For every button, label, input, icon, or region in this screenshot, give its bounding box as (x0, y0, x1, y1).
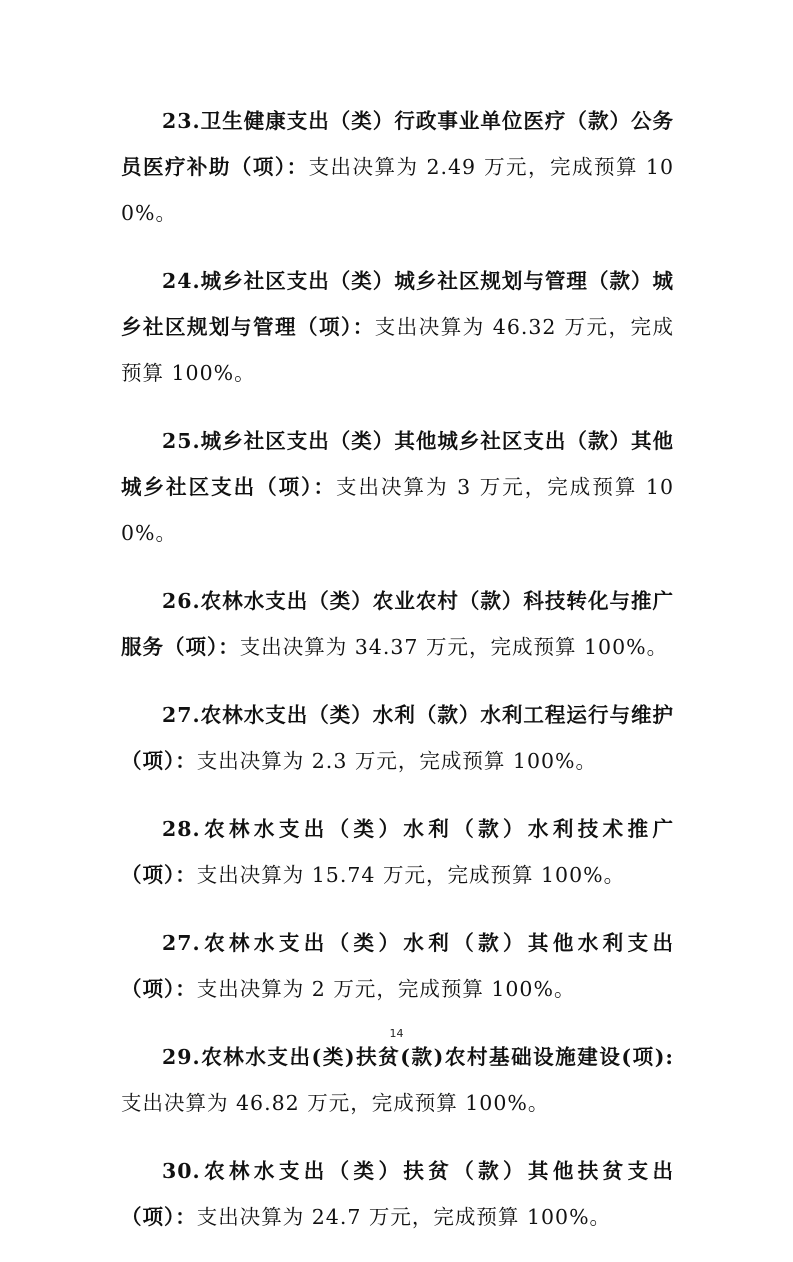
item-heading: 23.卫生健康支出（类）行政事业单位医疗（款）公务员医疗补助（项）： (121, 109, 674, 179)
expenditure-item (121, 806, 674, 898)
item-text: 支出决算为 46.32 万元，完成预算 100%。 (121, 315, 674, 385)
item-heading: 27.农林水支出（类）水利（款）其他水利支出（项）： (121, 931, 674, 1001)
expenditure-item (121, 418, 674, 556)
item-text: 支出决算为 2 万元，完成预算 100%。 (196, 977, 576, 1001)
item-heading: 24.城乡社区支出（类）城乡社区规划与管理（款）城乡社区规划与管理（项）： (121, 269, 674, 339)
expenditure-item (121, 258, 674, 396)
expenditure-item (121, 98, 674, 236)
item-text: 支出决算为 3 万元，完成预算 100%。 (121, 475, 674, 545)
item-text: 支出决算为 24.7 万元，完成预算 100%。 (196, 1205, 612, 1229)
item-heading: 28.农林水支出（类）水利（款）水利技术推广（项）： (121, 817, 674, 887)
expenditure-item (121, 692, 674, 784)
item-text: 支出决算为 2.49 万元，完成预算 100%。 (121, 155, 675, 225)
item-heading: 27.农林水支出（类）水利（款）水利工程运行与维护（项）： (121, 703, 674, 773)
item-text: 支出决算为 46.82 万元，完成预算 100%。 (121, 1091, 550, 1115)
item-heading: 30.农林水支出（类）扶贫（款）其他扶贫支出（项）： (121, 1159, 674, 1229)
item-heading: 29.农林水支出(类)扶贫(款)农村基础设施建设(项): (162, 1045, 674, 1069)
expenditure-item (121, 1034, 674, 1126)
page-number: 14 (389, 1027, 404, 1040)
expenditure-item (121, 578, 674, 670)
item-text: 支出决算为 15.74 万元，完成预算 100%。 (196, 863, 626, 887)
item-text: 支出决算为 2.3 万元，完成预算 100%。 (196, 749, 598, 773)
item-heading: 25.城乡社区支出（类）其他城乡社区支出（款）其他城乡社区支出（项）： (121, 429, 674, 499)
item-heading: 26.农林水支出（类）农业农村（款）科技转化与推广服务（项）： (121, 589, 674, 659)
document-body (121, 98, 674, 1262)
expenditure-item (121, 1148, 674, 1240)
item-text: 支出决算为 34.37 万元，完成预算 100%。 (239, 635, 669, 659)
expenditure-item (121, 920, 674, 1012)
